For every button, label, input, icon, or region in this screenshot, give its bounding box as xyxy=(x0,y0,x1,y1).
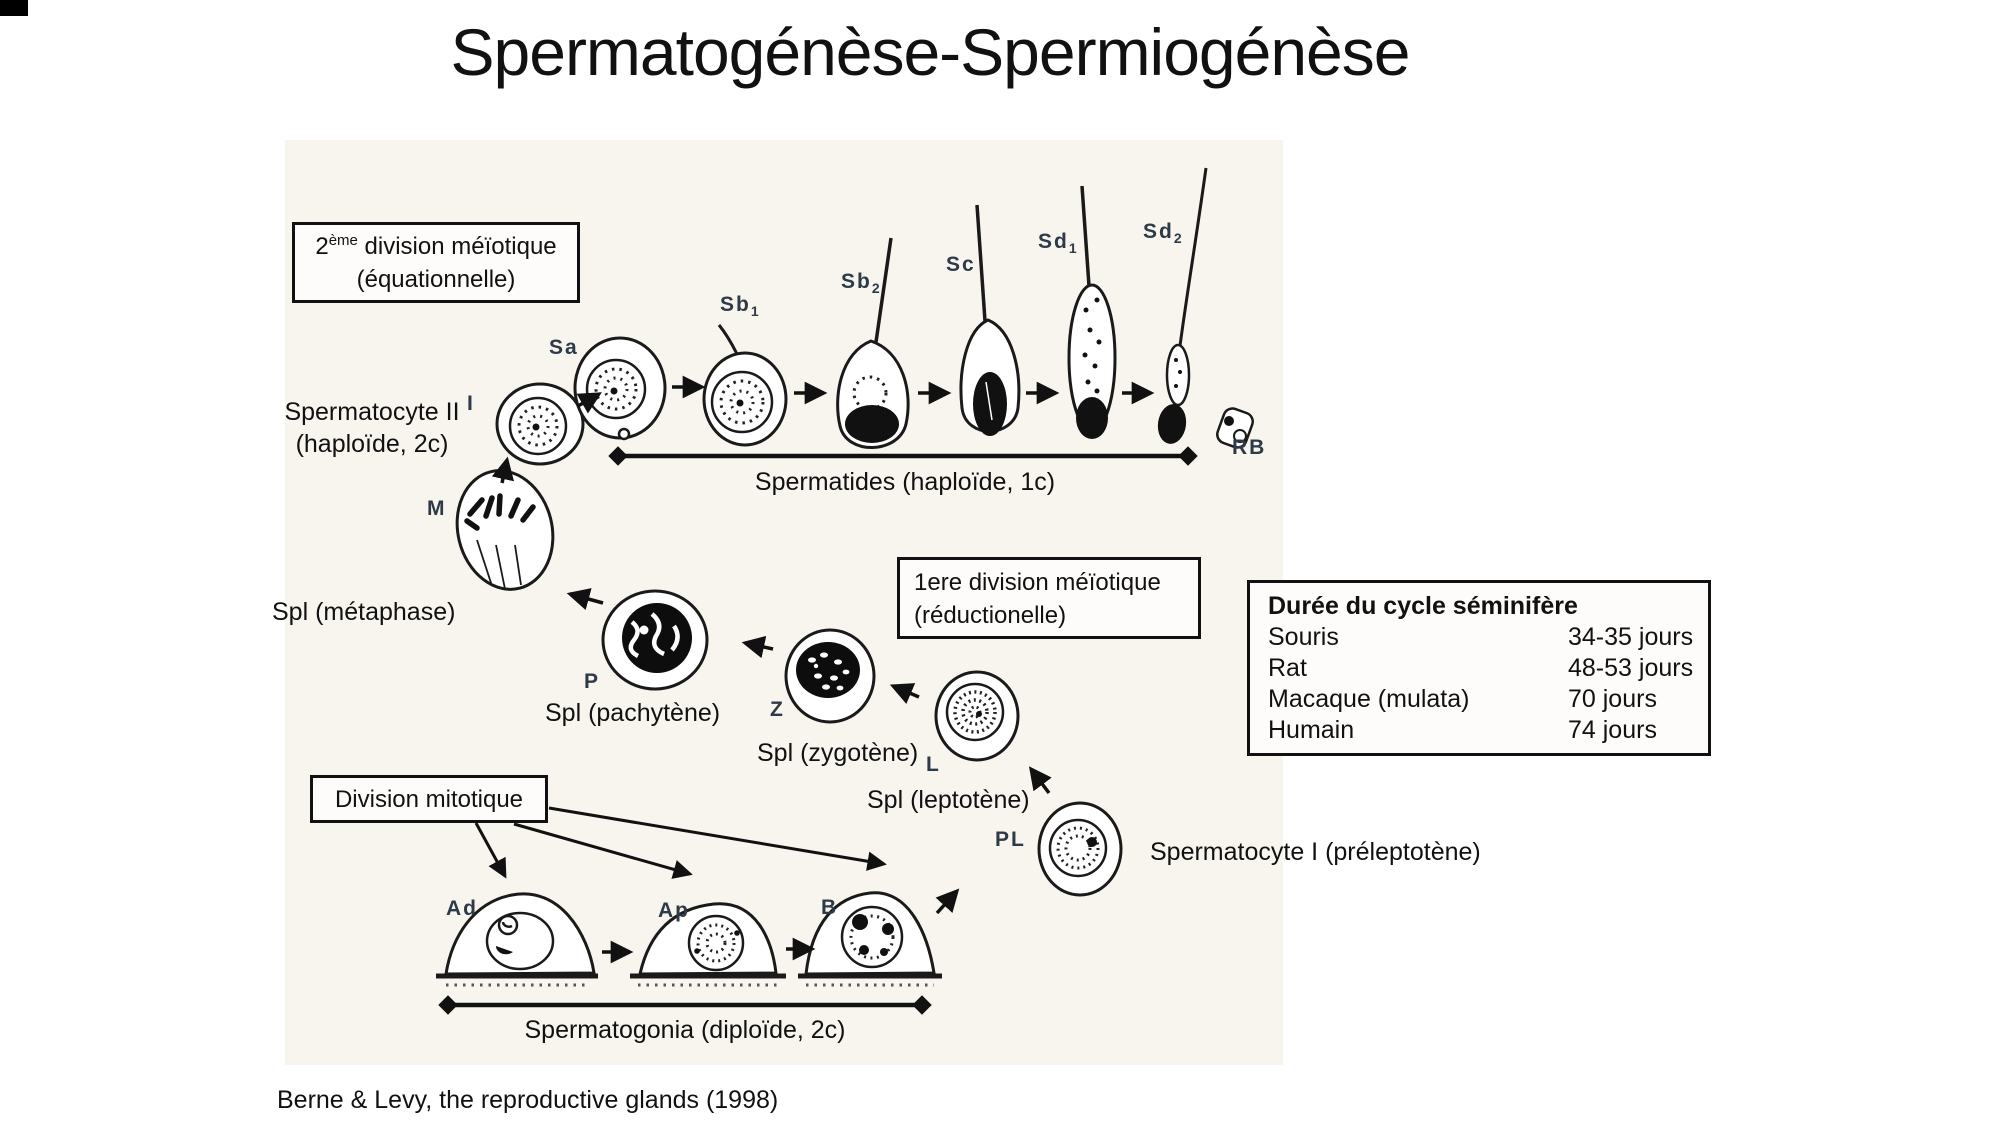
cell-leptotene xyxy=(936,672,1018,760)
spermatides-label: Spermatides (haploïde, 1c) xyxy=(754,468,1056,496)
spermatogonia-range-line xyxy=(439,996,931,1014)
cell-label-sd1: $Sd_1$ xyxy=(1038,230,1077,256)
citation: Berne & Levy, the reproductive glands (1998) xyxy=(277,1086,779,1114)
cell-label-l: L xyxy=(926,753,941,776)
cell-label-sa: Sa xyxy=(549,336,579,359)
cell-label-z: Z xyxy=(770,698,785,721)
table-row xyxy=(1268,715,1698,746)
cell-sd2 xyxy=(1155,168,1255,450)
cell-pachytene xyxy=(603,591,707,689)
cell-label-sb2: $Sb_2$ xyxy=(841,270,880,296)
cell-label-sb1: $Sb_1$ xyxy=(720,293,759,319)
zygotene-label: Spl (zygotène) xyxy=(757,739,919,767)
species-cell: Souris xyxy=(1268,623,1339,651)
cell-sd1 xyxy=(1069,186,1115,439)
spermatides-range-line xyxy=(609,447,1197,465)
meiosis1-callout xyxy=(897,557,1201,639)
cell-sb1 xyxy=(704,325,786,445)
table-row xyxy=(1268,684,1698,715)
cycle-duration-table xyxy=(1247,580,1711,756)
cell-sa xyxy=(575,338,665,439)
spermatocyte1-label: Spermatocyte I (préleptotène) xyxy=(1150,838,1481,866)
cell-ap xyxy=(630,904,786,985)
cell-label-p: P xyxy=(584,670,601,693)
cell-label-ad: Ad xyxy=(446,897,478,920)
cell-sc xyxy=(961,205,1019,436)
cell-label-pl: PL xyxy=(995,828,1026,851)
cell-spermatocyte-ii xyxy=(497,384,583,464)
cycle-duration-title: Durée du cycle séminifère xyxy=(1268,592,1578,620)
species-cell: Humain xyxy=(1268,716,1355,744)
meiosis1-line2: (réductionelle) xyxy=(914,602,1067,629)
cell-b xyxy=(798,893,942,985)
meiosis2-line2: (équationnelle) xyxy=(356,266,516,293)
spermatogonia-label: Spermatogonia (diploïde, 2c) xyxy=(524,1016,846,1044)
spermatocyte2-label: Spermatocyte II (haploïde, 2c) xyxy=(284,398,460,458)
leptotene-label: Spl (leptotène) xyxy=(867,786,1030,814)
duration-cell: 70 jours xyxy=(1568,685,1657,713)
page-title: Spermatogénèse-Spermiogénèse xyxy=(450,15,1410,89)
duration-cell: 74 jours xyxy=(1568,716,1657,744)
cell-label-rb: RB xyxy=(1232,436,1267,459)
table-row xyxy=(1268,653,1698,684)
duration-cell: 34-35 jours xyxy=(1568,623,1694,651)
cell-metaphase xyxy=(445,460,565,599)
species-cell: Macaque (mulata) xyxy=(1268,685,1470,713)
species-cell: Rat xyxy=(1268,654,1307,682)
duration-cell: 48-53 jours xyxy=(1568,654,1694,682)
meiosis1-line1: 1ere division méïotique xyxy=(914,569,1161,596)
cell-preleptotene xyxy=(1039,803,1121,895)
pachytene-label: Spl (pachytène) xyxy=(545,699,721,727)
metaphase-label: Spl (métaphase) xyxy=(272,598,456,626)
mitotic-division-callout: Division mitotique xyxy=(310,775,548,823)
table-row xyxy=(1268,622,1698,653)
meiosis2-line1: 2ème division méïotique xyxy=(315,232,557,260)
cell-zygotene xyxy=(786,630,874,722)
meiosis2-callout xyxy=(292,222,580,303)
cell-label-m: M xyxy=(427,497,447,520)
cell-label-sd2: $Sd_2$ xyxy=(1143,220,1182,246)
cell-label-sc: Sc xyxy=(946,253,976,276)
cell-label-b: B xyxy=(821,896,839,919)
cell-label-i: I xyxy=(467,392,475,415)
cell-label-ap: Ap xyxy=(658,899,690,922)
